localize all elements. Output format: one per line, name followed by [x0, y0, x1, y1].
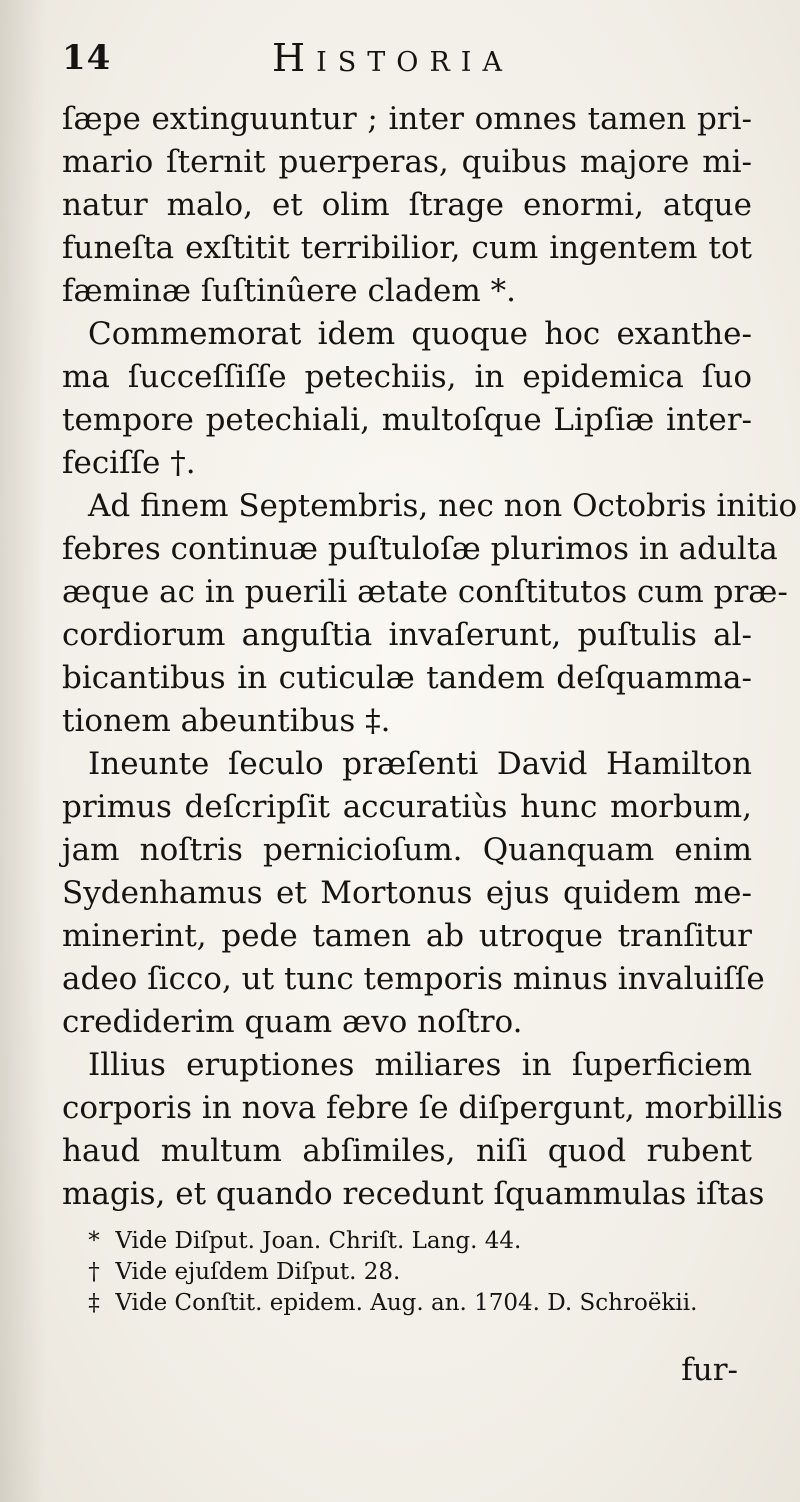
text-line: tionem abeuntibus ‡.: [62, 703, 391, 739]
text-line: natur malo, et olim ſtrage enormi, atque: [62, 187, 752, 223]
text-line: Sydenhamus et Mortonus ejus quidem me-: [62, 875, 752, 911]
text-line: haud multum abſimiles, niſi quod rubent: [62, 1133, 752, 1169]
text-line: magis, et quando recedunt ſquammulas iſtas: [62, 1176, 765, 1212]
text-line: mario ſternit puerperas, quibus majore mi-: [62, 144, 752, 180]
text-line: ſæpe extinguuntur ; inter omnes tamen pri-: [62, 101, 752, 137]
text-line: Ad finem Septembris, nec non Octobris initio: [88, 488, 798, 524]
footnote: [80, 1226, 740, 1257]
text-line: feciſſe †.: [62, 445, 196, 481]
text-line: Commemorat idem quoque hoc exanthe-: [88, 316, 752, 352]
spine-shadow: [0, 0, 46, 1502]
footnote-mark: †: [88, 1259, 100, 1285]
text-line: funeſta exſtitit terribilior, cum ingentem tot: [62, 230, 752, 266]
footnotes: [80, 1226, 740, 1319]
text-line: tempore petechiali, multoſque Lipſiæ inter-: [62, 402, 752, 438]
text-line: ma ſucceſſiſſe petechiis, in epidemica ſuo: [62, 359, 752, 395]
text-line: primus deſcripſit accuratiùs hunc morbum,: [62, 789, 752, 825]
running-title: Historia: [272, 36, 513, 80]
text-line: minerint, pede tamen ab utroque tranſitur: [62, 918, 752, 954]
footnote: [80, 1288, 740, 1319]
body-text: [62, 98, 798, 1216]
text-line: crediderim quam ævo noſtro.: [62, 1004, 523, 1040]
footnote: [80, 1257, 740, 1288]
page-number: 14: [62, 38, 112, 78]
text-line: cordiorum anguſtia invaſerunt, puſtulis al-: [62, 617, 752, 653]
text-line: Illius eruptiones miliares in ſuperficiem: [88, 1047, 752, 1083]
text-line: jam noſtris pernicioſum. Quanquam enim: [62, 832, 752, 868]
text-line: æque ac in puerili ætate conſtitutos cum præ-: [62, 574, 788, 610]
text-line: bicantibus in cuticulæ tandem deſquamma-: [62, 660, 752, 696]
footnote-text: Vide ejuſdem Diſput. 28.: [115, 1259, 401, 1285]
text-line: fæminæ ſuſtinûere cladem *.: [62, 273, 517, 309]
catchword: fur-: [681, 1352, 738, 1388]
footnote-mark: ‡: [88, 1290, 100, 1316]
page-header: [62, 30, 752, 86]
text-line: adeo ſicco, ut tunc temporis minus invaluiſſe: [62, 961, 765, 997]
text-line: corporis in nova febre ſe diſpergunt, morbillis: [62, 1090, 783, 1126]
text-line: Ineunte ſeculo præſenti David Hamilton: [88, 746, 752, 782]
footnote-text: Vide Diſput. Joan. Chriſt. Lang. 44.: [115, 1228, 522, 1254]
footnote-text: Vide Conſtit. epidem. Aug. an. 1704. D. Schroëkii.: [115, 1290, 698, 1316]
text-line: febres continuæ puſtuloſæ plurimos in adulta: [62, 531, 778, 567]
footnote-mark: *: [88, 1228, 100, 1254]
